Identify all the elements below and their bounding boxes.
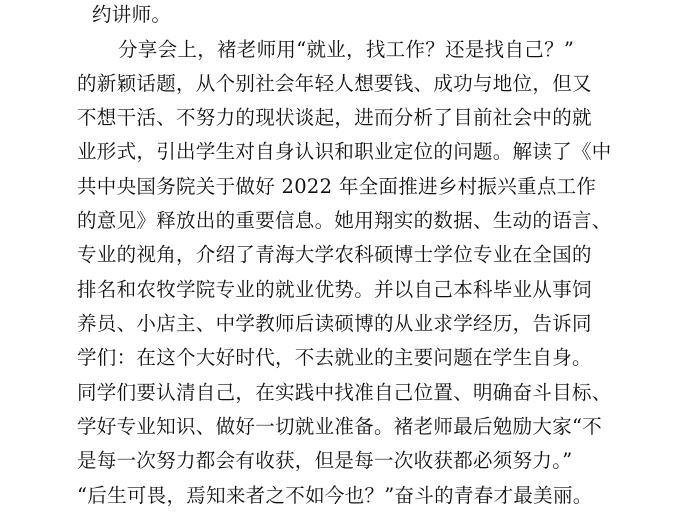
text-line-5: 业形式，引出学生对自身认识和职业定位的问题。解读了《中 bbox=[77, 140, 612, 163]
text-line-9: 排名和农牧学院专业的就业优势。并以自己本科毕业从事饲 bbox=[77, 278, 592, 301]
text-line-2: 分享会上，褚老师用“就业，找工作？还是找自己？” bbox=[118, 38, 575, 61]
text-line-14: 是每一次努力都会有收获，但是每一次收获都必须努力。” bbox=[77, 449, 573, 472]
text-line-11: 学们：在这个大好时代，不去就业的主要问题在学生自身。 bbox=[77, 346, 592, 369]
text-line-8: 专业的视角，介绍了青海大学农科硕博士学位专业在全国的 bbox=[77, 243, 592, 266]
text-line-13: 学好专业知识、做好一切就业准备。褚老师最后勉励大家“不 bbox=[77, 415, 603, 438]
text-line-10: 养员、小店主、中学教师后读硕博的从业求学经历，告诉同 bbox=[77, 312, 592, 335]
text-line-7: 的意见》释放出的重要信息。她用翔实的数据、生动的语言、 bbox=[77, 209, 612, 232]
text-line-12: 同学们要认清自己，在实践中找准自己位置、明确奋斗目标、 bbox=[77, 381, 612, 404]
text-line-1: 约讲师。 bbox=[92, 3, 172, 26]
text-line-3: 的新颖话题，从个别社会年轻人想要钱、成功与地位，但又 bbox=[77, 72, 592, 95]
text-line-15: “后生可畏，焉知来者之不如今也？”奋斗的青春才最美丽。 bbox=[77, 484, 593, 507]
text-line-4: 不想干活、不努力的现状谈起，进而分析了目前社会中的就 bbox=[77, 106, 592, 129]
text-line-6: 共中央国务院关于做好 2022 年全面推进乡村振兴重点工作 bbox=[77, 175, 597, 198]
